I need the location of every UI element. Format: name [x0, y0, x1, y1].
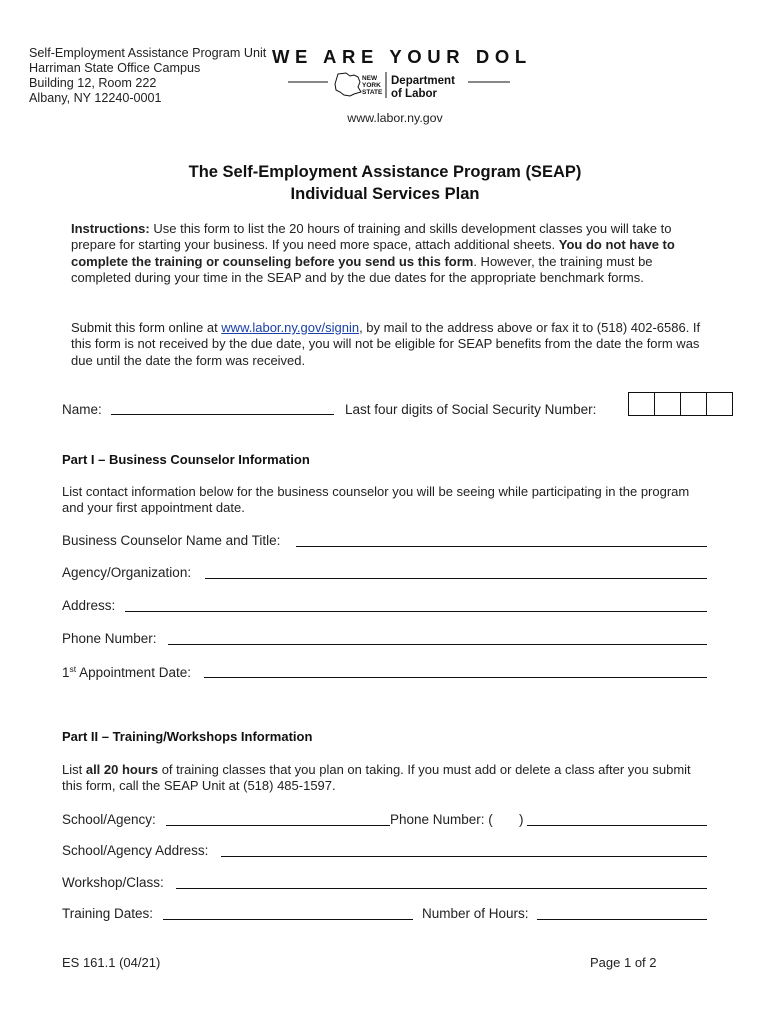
signin-link[interactable]: www.labor.ny.gov/signin — [221, 320, 360, 335]
logo-state-state: STATE — [362, 89, 383, 96]
hours-label: Number of Hours: — [422, 906, 529, 921]
instructions-label: Instructions: — [71, 221, 150, 236]
logo-state-new: NEW — [362, 75, 378, 82]
part2-desc-bold: all 20 hours — [85, 762, 159, 777]
appointment-date-label — [62, 664, 191, 680]
hours-field[interactable] — [537, 919, 707, 920]
agency-field[interactable] — [205, 578, 707, 579]
counselor-phone-field[interactable] — [168, 644, 707, 645]
name-field[interactable] — [111, 414, 334, 415]
nys-dol-logo — [288, 70, 510, 102]
ssn-digit-box[interactable] — [707, 393, 732, 415]
form-title-line1: The Self-Employment Assistance Program (SEAP) — [188, 163, 582, 181]
school-address-field[interactable] — [221, 856, 707, 857]
school-phone-field[interactable] — [527, 825, 707, 826]
part2-description — [62, 762, 712, 795]
logo-dept-line1: Department — [391, 75, 455, 87]
instructions-bold: You do not have to complete the training or counseling before you send us this form — [71, 237, 675, 269]
training-dates-field[interactable] — [163, 919, 413, 920]
submit-text: Submit this form online at — [71, 320, 222, 335]
part1-heading: Part I – Business Counselor Information — [62, 452, 310, 467]
address-field[interactable] — [125, 611, 707, 612]
agency-label: Agency/Organization: — [62, 565, 192, 580]
appt-suffix: Appointment Date: — [76, 665, 191, 680]
counselor-label: Business Counselor Name and Title: — [62, 533, 281, 548]
workshop-label: Workshop/Class: — [62, 875, 164, 890]
part2-desc-prefix: List — [62, 762, 86, 777]
instructions-text-end: . However, the training must be completed during your time in the SEAP and by the due dates for the appropriate benchmark forms. — [71, 253, 653, 286]
training-dates-label: Training Dates: — [62, 906, 154, 921]
logo-state-york: YORK — [362, 82, 381, 89]
workshop-field[interactable] — [176, 888, 707, 889]
dol-tagline: WE ARE YOUR DOL — [272, 46, 532, 67]
ssn-digit-boxes — [628, 392, 733, 416]
appointment-date-field[interactable] — [204, 677, 707, 678]
address-line: Building 12, Room 222 — [29, 76, 157, 90]
counselor-field[interactable] — [296, 546, 707, 547]
appt-prefix: 1 — [62, 665, 70, 680]
form-title-line2: Individual Services Plan — [290, 185, 480, 203]
school-field[interactable] — [166, 825, 390, 826]
submit-text-end: , by mail to the address above or fax it to (518) 402-6586. If this form is not received by the due date, you will not be eligible for SEAP benefits from the date the form was due until the date the form was received. — [71, 320, 701, 368]
ssn-label: Last four digits of Social Security Number: — [345, 402, 597, 417]
school-phone-close: ) — [519, 812, 524, 827]
part2-desc-suffix: of training classes that you plan on taking. If you must add or delete a class after you submit this form, call the SEAP Unit at (518) 485-1597. — [62, 762, 691, 794]
address-line: Self-Employment Assistance Program Unit — [29, 46, 267, 60]
name-label: Name: — [62, 402, 102, 417]
instructions-text: Use this form to list the 20 hours of training and skills development classes you will take to prepare for starting your business. If you need more space, attach additional sheets. — [71, 221, 672, 253]
school-phone-label: Phone Number: ( — [390, 812, 493, 827]
instructions-paragraph — [71, 221, 711, 287]
counselor-phone-label: Phone Number: — [62, 631, 157, 646]
ssn-digit-box[interactable] — [629, 393, 655, 415]
nys-logo-icon — [288, 70, 510, 102]
appt-sup: st — [69, 664, 77, 674]
return-address — [29, 46, 266, 106]
form-id: ES 161.1 (04/21) — [62, 955, 161, 970]
ssn-digit-box[interactable] — [681, 393, 707, 415]
address-label: Address: — [62, 598, 116, 613]
website-url: www.labor.ny.gov — [347, 111, 443, 125]
page-number: Page 1 of 2 — [590, 955, 657, 970]
school-label: School/Agency: — [62, 812, 156, 827]
address-line: Albany, NY 12240-0001 — [29, 91, 162, 105]
part2-heading: Part II – Training/Workshops Information — [62, 729, 313, 744]
part1-description: List contact information below for the business counselor you will be seeing while participating in the program and your first appointment date. — [62, 484, 690, 516]
logo-dept-line2: of Labor — [391, 88, 437, 100]
school-address-label: School/Agency Address: — [62, 843, 209, 858]
address-line: Harriman State Office Campus — [29, 61, 201, 75]
ssn-digit-box[interactable] — [655, 393, 681, 415]
submit-paragraph — [71, 320, 711, 369]
